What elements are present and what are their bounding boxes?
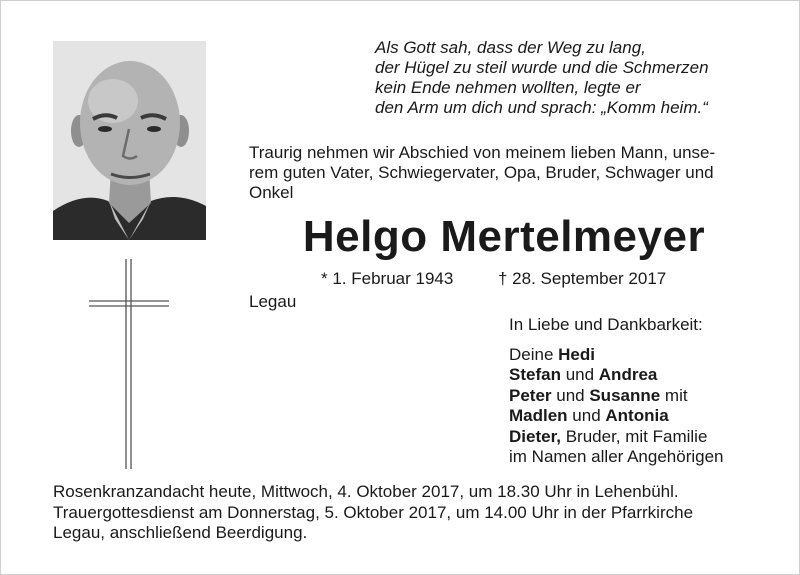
death-date: † 28. September 2017: [498, 269, 667, 288]
portrait-photo: [53, 41, 206, 240]
poem-line: kein Ende nehmen wollten, legte er: [375, 78, 641, 97]
intro-line: Onkel: [249, 183, 294, 202]
poem-line: Als Gott sah, dass der Weg zu lang,: [375, 38, 646, 57]
signoff-line: Peter und Susanne mit: [509, 385, 688, 405]
poem: [375, 38, 775, 118]
intro-line: Traurig nehmen wir Abschied von meinem lieben Mann, unse-: [249, 143, 716, 162]
signoff: [509, 315, 724, 468]
intro-line: rem guten Vater, Schwiegervater, Opa, Bruder, Schwager und: [249, 163, 714, 182]
service-info: [53, 482, 773, 544]
birth-date: * 1. Februar 1943: [321, 269, 454, 288]
service-line: Legau, anschließend Beerdigung.: [53, 523, 308, 542]
poem-line: der Hügel zu steil wurde und die Schmerzen: [375, 58, 709, 77]
service-line: Trauergottesdienst am Donnerstag, 5. Oktober 2017, um 14.00 Uhr in der Pfarrkirche: [53, 502, 694, 522]
place: Legau: [249, 292, 297, 311]
service-line: Rosenkranzandacht heute, Mittwoch, 4. Oktober 2017, um 18.30 Uhr in Lehenbühl.: [53, 482, 679, 501]
signoff-line: im Namen aller Angehörigen: [509, 447, 724, 466]
signoff-heading: In Liebe und Dankbarkeit:: [509, 315, 703, 334]
signoff-line: Deine Hedi: [509, 344, 595, 364]
poem-line: den Arm um dich und sprach: „Komm heim.“: [375, 98, 708, 117]
signoff-line: Stefan und Andrea: [509, 365, 658, 384]
cross-icon: [87, 257, 171, 476]
deceased-name: Helgo Mertelmeyer: [302, 212, 706, 261]
signoff-line: Dieter, Bruder, mit Familie: [509, 426, 708, 446]
signoff-line: Madlen und Antonia: [509, 406, 669, 425]
intro-text: [249, 143, 749, 203]
